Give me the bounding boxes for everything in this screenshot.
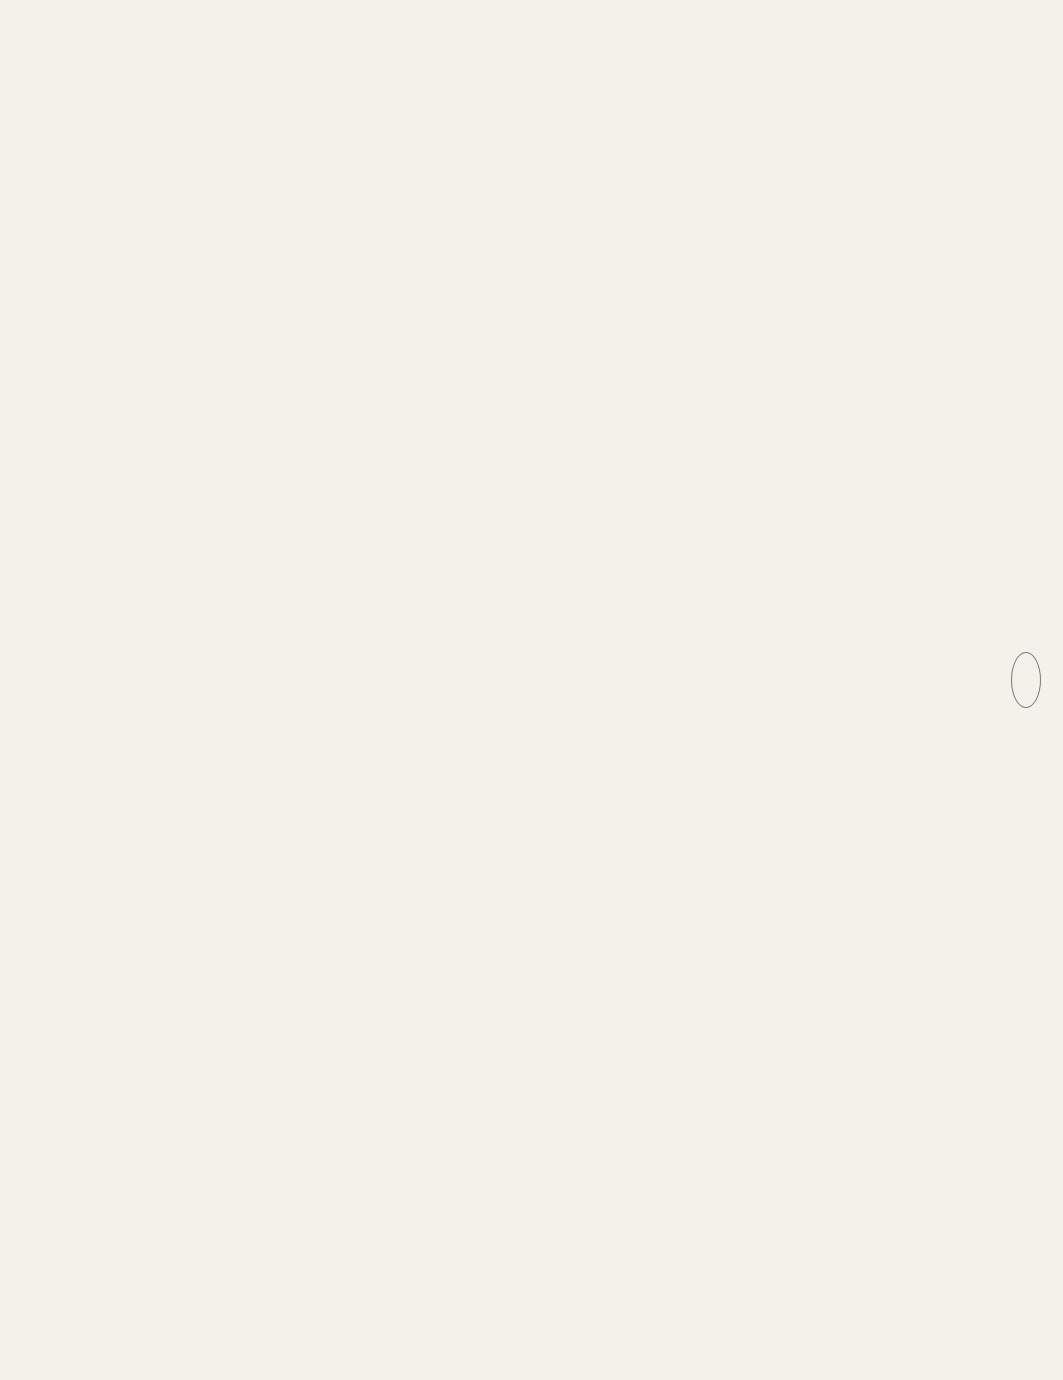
margin-page-mark xyxy=(1011,652,1041,708)
